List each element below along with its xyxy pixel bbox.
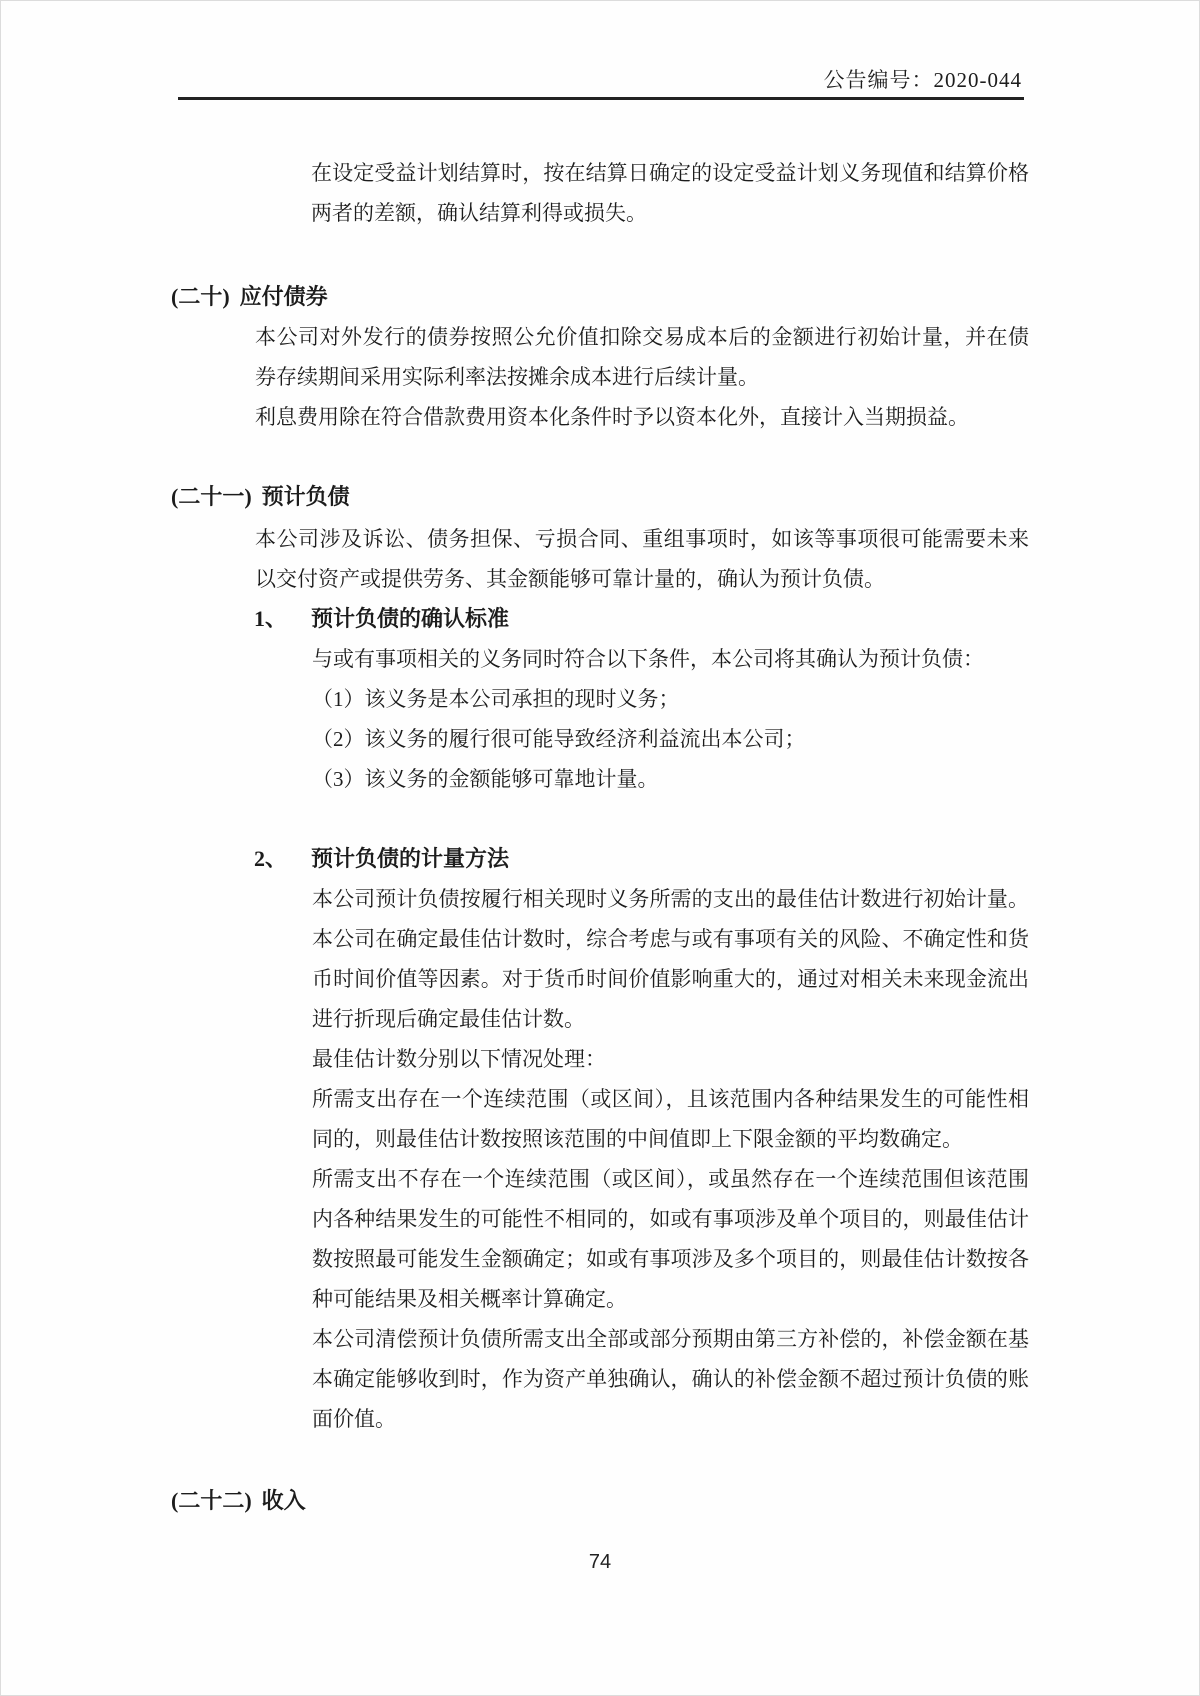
- paragraph: 所需支出存在一个连续范围（或区间），且该范围内各种结果发生的可能性相同的，则最佳估计数按照该范围的中间值即上下限金额的平均数确定。: [312, 1087, 1029, 1151]
- intro-paragraph: 在设定受益计划结算时，按在结算日确定的设定受益计划义务现值和结算价格两者的差额，确认结算利得或损失。: [311, 161, 1029, 225]
- section-20-label: (二十): [171, 284, 230, 309]
- list-item: （1）该义务是本公司承担的现时义务；: [312, 687, 680, 711]
- subsection-2-number: 2、: [254, 846, 288, 871]
- subsection-1-body: [312, 639, 1029, 799]
- doc-number: 公告编号：2020-044: [823, 68, 1022, 92]
- header-divider: [178, 97, 1024, 100]
- section-22-title: 收入: [261, 1488, 306, 1513]
- paragraph: 本公司涉及诉讼、债务担保、亏损合同、重组事项时，如该等事项很可能需要未来以交付资产或提供劳务、其金额能够可靠计量的，确认为预计负债。: [255, 527, 1029, 591]
- paragraph: 本公司预计负债按履行相关现时义务所需的支出的最佳估计数进行初始计量。本公司在确定最佳估计数时，综合考虑与或有事项有关的风险、不确定性和货币时间价值等因素。对于货币时间价值影响重大的，通过对相关未来现金流出进行折现后确定最佳估计数。: [312, 887, 1029, 1031]
- list-item: （2）该义务的履行很可能导致经济利益流出本公司；: [312, 727, 806, 751]
- section-21-heading: [171, 477, 350, 517]
- section-20-heading: [171, 277, 328, 317]
- paragraph: 利息费用除在符合借款费用资本化条件时予以资本化外，直接计入当期损益。: [255, 405, 969, 429]
- list-item: （3）该义务的金额能够可靠地计量。: [312, 767, 659, 791]
- section-21-title: 预计负债: [261, 484, 350, 509]
- page-number: 74: [588, 1551, 612, 1573]
- section-21-label: (二十一): [171, 484, 252, 509]
- section-21-body: [255, 519, 1029, 599]
- subsection-2-title: 预计负债的计量方法: [311, 846, 510, 871]
- paragraph: 本公司对外发行的债券按照公允价值扣除交易成本后的金额进行初始计量，并在债券存续期间采用实际利率法按摊余成本进行后续计量。: [255, 325, 1029, 389]
- subsection-1-title: 预计负债的确认标准: [311, 606, 510, 631]
- section-22-label: (二十二): [171, 1488, 252, 1513]
- section-20-body: [255, 317, 1029, 437]
- section-22-heading: [171, 1481, 306, 1521]
- subsection-2-heading: [254, 839, 509, 879]
- subsection-1-number: 1、: [254, 606, 288, 631]
- paragraph: 所需支出不存在一个连续范围（或区间），或虽然存在一个连续范围但该范围内各种结果发生的可能性不相同的，如或有事项涉及单个项目的，则最佳估计数按照最可能发生金额确定；如或有事项涉及多个项目的，则最佳估计数按各种可能结果及相关概率计算确定。: [312, 1167, 1029, 1311]
- paragraph: 与或有事项相关的义务同时符合以下条件，本公司将其确认为预计负债：: [312, 647, 984, 671]
- subsection-2-body: [312, 879, 1029, 1439]
- subsection-1-heading: [254, 599, 509, 639]
- paragraph: 最佳估计数分别以下情况处理：: [312, 1047, 606, 1071]
- section-20-title: 应付债券: [239, 284, 328, 309]
- paragraph: 本公司清偿预计负债所需支出全部或部分预期由第三方补偿的，补偿金额在基本确定能够收到时，作为资产单独确认，确认的补偿金额不超过预计负债的账面价值。: [312, 1327, 1029, 1431]
